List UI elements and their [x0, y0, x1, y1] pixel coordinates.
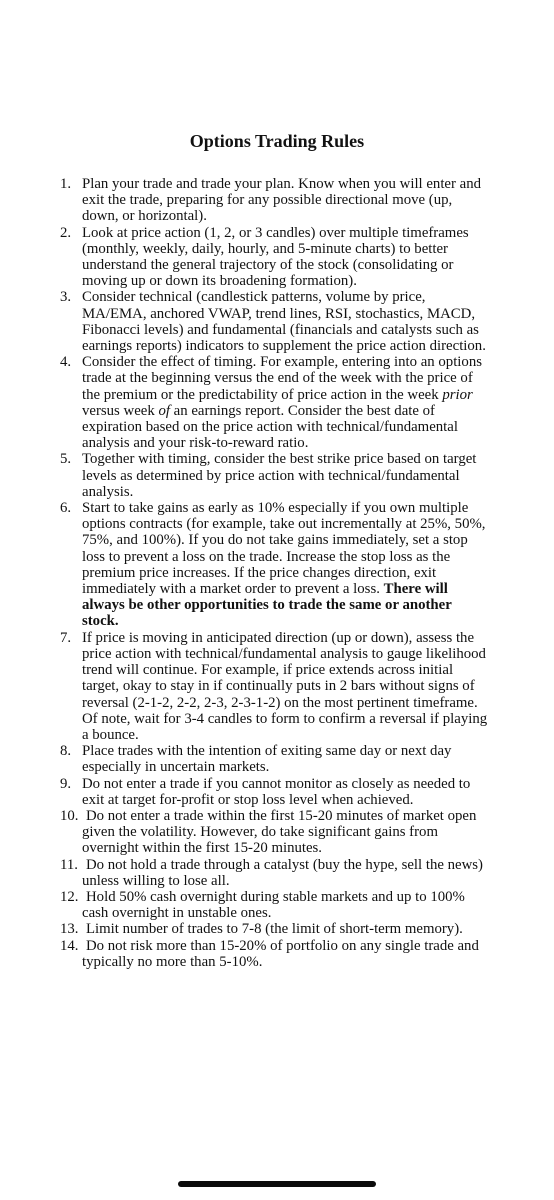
rule-text: [60, 889, 490, 921]
rule-text-part: Do not risk more than 15-20% of portfolio on any single trade and typically no more than 5-10%.: [82, 937, 479, 970]
rule-item: [60, 225, 490, 290]
rule-item: [60, 743, 490, 775]
rule-number: 3.: [60, 289, 72, 306]
rule-text: [60, 938, 490, 970]
rule-text-part: Start to take gains as early as 10% especially if you own multiple options contracts (for example, take out incrementally at 25%, 50%, 75%, and 100%). If you do not take gains immediately, set a stop loss to prevent a loss on the trade. Increase the stop loss as the premium price increases. If the price changes direction, exit immediately with a market order to prevent a loss.: [82, 500, 486, 598]
rule-text: Place trades with the intention of exiting same day or next day especially in uncertain markets.: [82, 743, 452, 776]
rule-item: [60, 451, 490, 500]
rule-item: [60, 354, 490, 451]
rule-text: Look at price action (1, 2, or 3 candles) over multiple timeframes (monthly, weekly, daily, hourly, and 5-minute charts) to better understand the general trajectory of the stock (consolidating or moving up or down its broadening formation).: [82, 224, 469, 290]
rule-text: [82, 354, 482, 451]
rule-item: [60, 889, 490, 921]
rule-text-part: an earnings report. Consider the best date of expiration based on the price action with technical/fundamental analysis and your risk-to-reward ratio.: [82, 402, 458, 452]
rule-text: Consider technical (candlestick patterns, volume by price, MA/EMA, anchored VWAP, trend lines, RSI, stochastics, MACD, Fibonacci levels) and fundamental (financials and catalysts such as earnings reports) indicators to supplement the price action direction.: [82, 289, 486, 355]
rule-item: [60, 630, 490, 743]
rule-text-part: Limit number of trades to 7-8 (the limit of short-term memory).: [86, 921, 463, 938]
rule-text-part: versus week: [82, 402, 159, 419]
rule-number: 7.: [60, 629, 72, 646]
rules-list: [60, 176, 490, 970]
rule-number: 13.: [60, 921, 79, 938]
rule-number: 5.: [60, 451, 72, 468]
rule-text: Together with timing, consider the best strike price based on target levels as determined by price action with technical/fundamental analysis.: [82, 451, 477, 500]
rule-text-part: Hold 50% cash overnight during stable markets and up to 100% cash overnight in unstable ones.: [82, 888, 465, 922]
rule-item: [60, 857, 490, 889]
rule-number: 10.: [60, 807, 79, 824]
rule-number: 11.: [60, 856, 78, 873]
rule-text: [82, 500, 486, 629]
rule-text: Do not enter a trade if you cannot monitor as closely as needed to exit at target for-profit or stop loss level when achieved.: [82, 775, 471, 808]
rule-item: [60, 289, 490, 354]
rule-text-part: Consider the effect of timing. For example, entering into an options trade at the beginning versus the end of the week with the price of the premium or the predictability of price action in the week: [82, 354, 482, 403]
rule-item: [60, 921, 490, 937]
rule-text: If price is moving in anticipated direction (up or down), assess the price action with technical/fundamental analysis to gauge likelihood trend will continue. For example, if price extends across initial target, okay to stay in if continually puts in 2 bars without signs of reversal (2-1-2, 2-2, 2-3, 2-3-1-2) on the most pertinent timeframe. Of note, wait for 3-4 candles to form to confirm a reversal if playing a bounce.: [82, 629, 488, 743]
rule-number: 9.: [60, 775, 72, 792]
rule-number: 4.: [60, 354, 72, 371]
rule-number: 6.: [60, 500, 72, 517]
rule-item: [60, 938, 490, 970]
rule-item: [60, 176, 490, 225]
rule-item: [60, 808, 490, 857]
emphasis-prior: prior: [442, 386, 473, 403]
rule-text-part: Do not enter a trade within the first 15-20 minutes of market open given the volatility. However, do take significant gains from overnight within the first 15-20 minutes.: [82, 807, 477, 857]
rule-number: 14.: [60, 937, 79, 954]
rule-text-part: Do not hold a trade through a catalyst (buy the hype, sell the news) unless willing to lose all.: [82, 856, 483, 889]
rule-text: [60, 857, 490, 889]
home-indicator[interactable]: [178, 1181, 376, 1187]
rule-number: 2.: [60, 224, 72, 241]
rule-number: 8.: [60, 743, 72, 760]
rule-text: [60, 921, 490, 937]
rule-number: 1.: [60, 176, 72, 192]
page-title: Options Trading Rules: [189, 131, 365, 151]
rule-number: 12.: [60, 888, 79, 905]
rule-text: Plan your trade and trade your plan. Know when you will enter and exit the trade, preparing for any possible directional move (up, down, or horizontal).: [82, 176, 481, 225]
rule-text: [60, 808, 490, 857]
bold-emphasis: There will always be other opportunities to trade the same or another stock.: [82, 581, 452, 630]
emphasis-of: of: [158, 402, 170, 419]
rule-item: [60, 500, 490, 630]
rule-item: [60, 776, 490, 808]
